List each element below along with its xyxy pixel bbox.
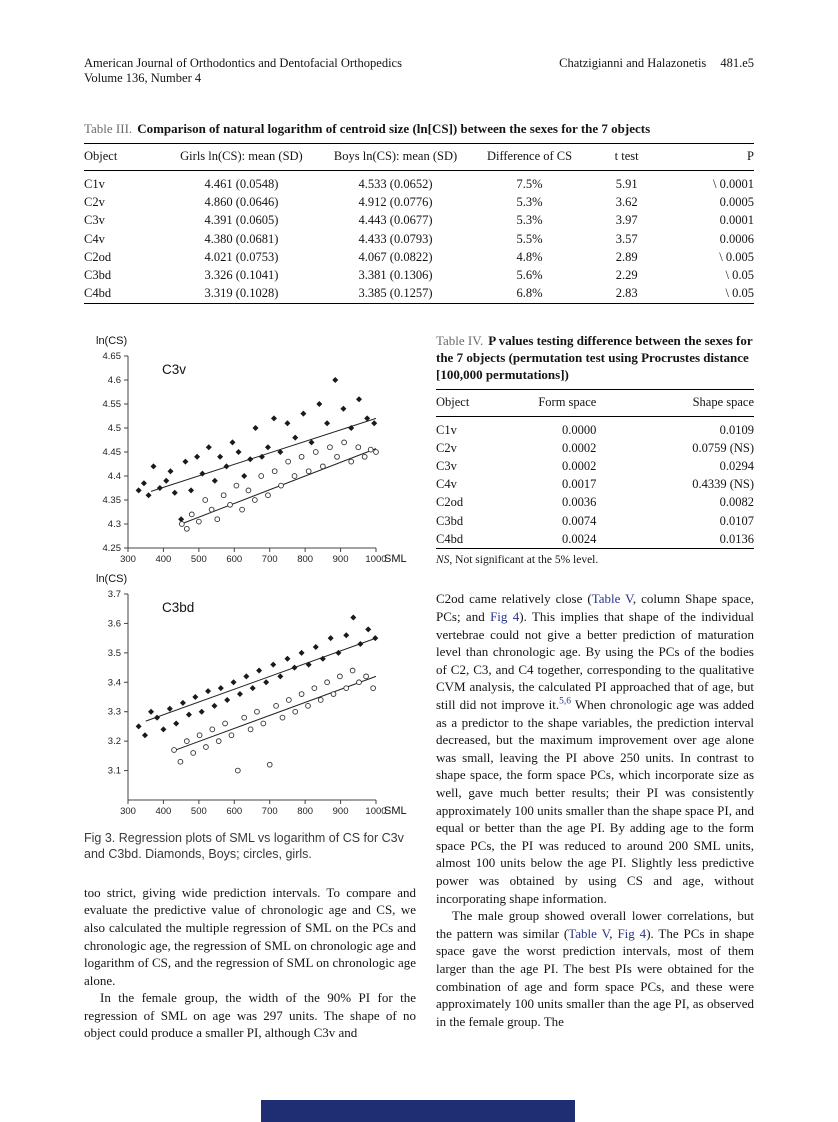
column-header: Girls ln(CS): mean (SD) [164, 144, 318, 171]
journal-title-block [84, 56, 402, 86]
table-cell: 0.0294 [719, 459, 754, 474]
svg-text:4.6: 4.6 [107, 374, 121, 386]
table-cell: 4.443 (0.0677) [358, 213, 433, 228]
table-cell: 5.3% [516, 213, 543, 228]
two-column-layout [84, 332, 754, 1042]
table-cell: C3v [436, 459, 457, 474]
svg-text:3.6: 3.6 [107, 618, 121, 630]
table-cell: 0.4339 (NS) [692, 477, 754, 492]
table-cell: 4.380 (0.0681) [204, 231, 279, 246]
table-cell: 0.0000 [561, 422, 597, 437]
table-cell: 4.433 (0.0793) [358, 231, 433, 246]
paragraph: In the female group, the width of the 90% PI for the regression of SML on age was 297 units. The shape of no object could produce a smaller PI, although C3v and [84, 990, 416, 1041]
svg-text:600: 600 [226, 805, 243, 817]
table-cell: 4.461 (0.0548) [204, 177, 279, 191]
running-head [559, 56, 754, 86]
table-cell: 2.29 [615, 267, 638, 282]
table-cell: C2od [436, 495, 464, 510]
table-cell: C3bd [436, 513, 464, 528]
table-row [84, 285, 754, 304]
svg-text:900: 900 [332, 805, 349, 817]
table4-label: Table IV. [436, 332, 484, 348]
svg-text:400: 400 [155, 805, 172, 817]
table-cell: 0.0136 [719, 531, 754, 546]
column-header: t test [586, 144, 666, 171]
table3-caption [84, 120, 754, 137]
svg-text:3.4: 3.4 [107, 677, 121, 689]
table-cell: 0.0006 [719, 231, 754, 246]
table-row [84, 248, 754, 266]
table-cell: C2v [436, 440, 457, 455]
table-cell: C4v [84, 231, 105, 246]
table-row [436, 530, 754, 549]
table-cell: C3bd [84, 267, 112, 282]
svg-text:1000: 1000 [365, 553, 387, 565]
table-row [436, 494, 754, 512]
table-cell: C2od [84, 249, 112, 264]
svg-text:3.5: 3.5 [107, 647, 121, 659]
svg-text:4.5: 4.5 [107, 422, 121, 434]
svg-text:4.3: 4.3 [107, 518, 121, 530]
table-cell: \ 0.0001 [713, 177, 754, 191]
table-cell: 0.0002 [561, 459, 597, 474]
table-cell: 0.0036 [561, 495, 597, 510]
text-run: C2od came relatively close ( [436, 591, 592, 607]
table-row [436, 458, 754, 476]
svg-text:700: 700 [261, 553, 278, 565]
svg-text:800: 800 [297, 553, 314, 565]
column-header: Boys ln(CS): mean (SD) [318, 144, 472, 171]
table-cell: C2v [84, 195, 105, 210]
table-cell: C3v [84, 213, 105, 228]
table3 [84, 143, 754, 304]
table-cell: 5.91 [615, 177, 638, 191]
table-row [84, 171, 754, 194]
table-cell: 4.860 (0.0646) [204, 195, 279, 210]
svg-text:700: 700 [261, 805, 278, 817]
table-cell: 4.067 (0.0822) [358, 249, 433, 264]
column-header: Difference of CS [473, 144, 587, 171]
paragraph [436, 590, 754, 907]
table-cell: 4.391 (0.0605) [204, 213, 279, 228]
table-cell: 0.0001 [719, 213, 754, 228]
table-cell: C4bd [84, 286, 112, 301]
table-cell: 0.0082 [719, 495, 754, 510]
table-cell: C4v [436, 477, 457, 492]
text-run: When chronologic age was added as a predictor to the shape variables, the prediction interval decreased, but the maximum improvement over age alone was small, leaving the PI above 250 units. In contrast to shape space, the form space PCs, which incorporate size as well, gave much better results; their PI was consistently approximately 100 units smaller than the shape space PI, and equal or better than the age PI. By adding age to the form space PCs, the PI was reduced to around 200 SML units, almost 100 units below the age PI. Slightly less predictive power was obtained by using CS and age, without incorporating shape information. [436, 697, 754, 906]
table-cell: 4.912 (0.0776) [358, 195, 433, 210]
fig4-link[interactable]: Fig 4 [617, 925, 647, 941]
paragraph: too strict, giving wide prediction intervals. To compare and evaluate the predictive value of chronologic age and CS, we also calculated the multiple regression of SML on the PCs and chronologic age, the regression of SML on chronologic age and logarithm of CS, and the regression of SML on chronologic age alone. [84, 884, 416, 988]
table-cell: C1v [436, 422, 457, 437]
svg-text:1000: 1000 [365, 805, 387, 817]
svg-text:500: 500 [190, 805, 207, 817]
footnote-term: NS, [436, 554, 453, 567]
table-cell: C4bd [436, 531, 464, 546]
column-header: Form space [519, 389, 637, 416]
table-cell: 7.5% [516, 177, 543, 191]
svg-text:C3v: C3v [162, 361, 187, 377]
svg-text:3.2: 3.2 [107, 735, 121, 747]
column-header: P [667, 144, 754, 171]
svg-text:4.55: 4.55 [102, 398, 121, 410]
table4 [436, 389, 754, 550]
table-cell: 5.5% [516, 231, 543, 246]
svg-text:4.35: 4.35 [102, 494, 121, 506]
footer-bar [261, 1100, 575, 1122]
text-run: ). The PCs in shape space gave the worst prediction intervals, most of them larger than the age PI. The best PIs were obtained for the combination of age and form space PCs, and these were approximately 100 units smaller than the age PI, as observed in the female group. The [436, 925, 754, 1029]
table-cell: 3.326 (0.1041) [204, 267, 279, 282]
table-cell: 4.021 (0.0753) [204, 249, 279, 264]
svg-text:400: 400 [155, 553, 172, 565]
table-cell: 3.97 [615, 213, 638, 228]
table-cell: 2.89 [615, 249, 638, 264]
svg-text:3.1: 3.1 [107, 765, 121, 777]
table4-footnote [436, 554, 754, 566]
svg-text:900: 900 [332, 553, 349, 565]
table-cell: 0.0002 [561, 440, 597, 455]
table-cell: 0.0074 [561, 513, 597, 528]
table-cell: 5.3% [516, 195, 543, 210]
table-row [84, 230, 754, 248]
svg-text:ln(CS): ln(CS) [96, 572, 128, 585]
svg-text:500: 500 [190, 553, 207, 565]
tableV-link[interactable]: Table V [591, 591, 633, 607]
table-cell: 3.57 [615, 231, 638, 246]
table-cell: 0.0759 (NS) [692, 440, 754, 455]
table-row [436, 416, 754, 439]
reference-link[interactable]: 5,6 [559, 696, 572, 707]
left-column [84, 332, 416, 1042]
table-row [436, 512, 754, 530]
table-cell: 3.381 (0.1306) [358, 267, 433, 282]
fig4-link[interactable]: Fig 4 [490, 609, 520, 625]
svg-text:4.4: 4.4 [107, 470, 121, 482]
table-row [84, 212, 754, 230]
table-cell: 0.0109 [719, 422, 754, 437]
table3-label: Table III. [84, 121, 133, 136]
running-head-authors: Chatzigianni and Halazonetis [559, 56, 707, 70]
svg-text:3.3: 3.3 [107, 706, 121, 718]
text-run: , column Shape space, PCs; and [436, 591, 754, 625]
fig3-text: Regression plots of SML vs logarithm of CS for C3v and C3bd. Diamonds, Boys; circles, girls. [84, 830, 404, 861]
table-cell: 0.0024 [561, 531, 597, 546]
table-cell: 3.319 (0.1028) [204, 286, 279, 301]
text-run: , [609, 925, 618, 941]
svg-text:4.65: 4.65 [102, 350, 121, 362]
svg-text:ln(CS): ln(CS) [96, 334, 128, 347]
table-row [84, 266, 754, 284]
svg-text:300: 300 [120, 553, 136, 565]
table-cell: 2.83 [615, 286, 638, 301]
table-cell: 4.8% [516, 249, 543, 264]
svg-text:600: 600 [226, 553, 243, 565]
svg-text:SML: SML [384, 552, 407, 565]
page-number: 481.e5 [720, 56, 754, 70]
text-run: ). This implies that shape of the individual vertebrae could not give a better prediction of maturation level than chronologic age. By using the PCs of the bodies of C2, C3, and C4 together, corresponding to the qualitative CVM analysis, the calculated PI approached that of age, but still did not improve it. [436, 609, 755, 712]
table-cell: 0.0017 [561, 477, 597, 492]
svg-text:300: 300 [120, 805, 136, 817]
table-cell: 0.0005 [719, 195, 754, 210]
column-header: Object [436, 389, 519, 416]
table-row [84, 194, 754, 212]
table-cell: 3.385 (0.1257) [358, 286, 433, 301]
svg-text:800: 800 [297, 805, 314, 817]
journal-title: American Journal of Orthodontics and Dentofacial Orthopedics [84, 56, 402, 70]
table-cell: \ 0.005 [719, 249, 754, 264]
chart-c3bd [84, 570, 416, 822]
svg-text:C3bd: C3bd [162, 599, 195, 615]
svg-text:4.45: 4.45 [102, 446, 121, 458]
table-cell: 5.6% [516, 267, 543, 282]
table-cell: 6.8% [516, 286, 543, 301]
text-run: The male group showed overall lower correlations, but the pattern was similar ( [436, 908, 754, 941]
table-cell: 4.533 (0.0652) [358, 177, 433, 191]
table3-title: Comparison of natural logarithm of centroid size (ln[CS]) between the sexes for the 7 objects [137, 121, 651, 136]
column-header: Shape space [636, 389, 754, 416]
column-header: Object [84, 144, 164, 171]
table-row [436, 476, 754, 494]
table-cell: 3.62 [615, 195, 638, 210]
svg-text:4.25: 4.25 [102, 542, 121, 554]
chart-c3v [84, 332, 416, 570]
svg-text:3.7: 3.7 [107, 588, 121, 600]
svg-text:SML: SML [384, 804, 407, 817]
table-cell: C1v [84, 177, 105, 191]
fig3-label: Fig 3. [84, 830, 116, 845]
table4-caption [436, 332, 754, 383]
page-header [84, 56, 754, 86]
table-cell: \ 0.05 [725, 286, 754, 301]
table4-title: P values testing difference between the sexes for the 7 objects (permutation test using Procrustes distance [100,000 permutations]) [436, 332, 753, 382]
tableV-link[interactable]: Table V [568, 925, 610, 941]
table-row [436, 439, 754, 457]
journal-issue: Volume 136, Number 4 [84, 71, 202, 85]
fig3-caption [84, 830, 416, 862]
right-column [436, 332, 754, 1042]
footnote-text: Not significant at the 5% level. [452, 554, 599, 567]
table-cell: 0.0107 [719, 513, 754, 528]
table-cell: \ 0.05 [725, 267, 754, 282]
paragraph [436, 907, 754, 1030]
